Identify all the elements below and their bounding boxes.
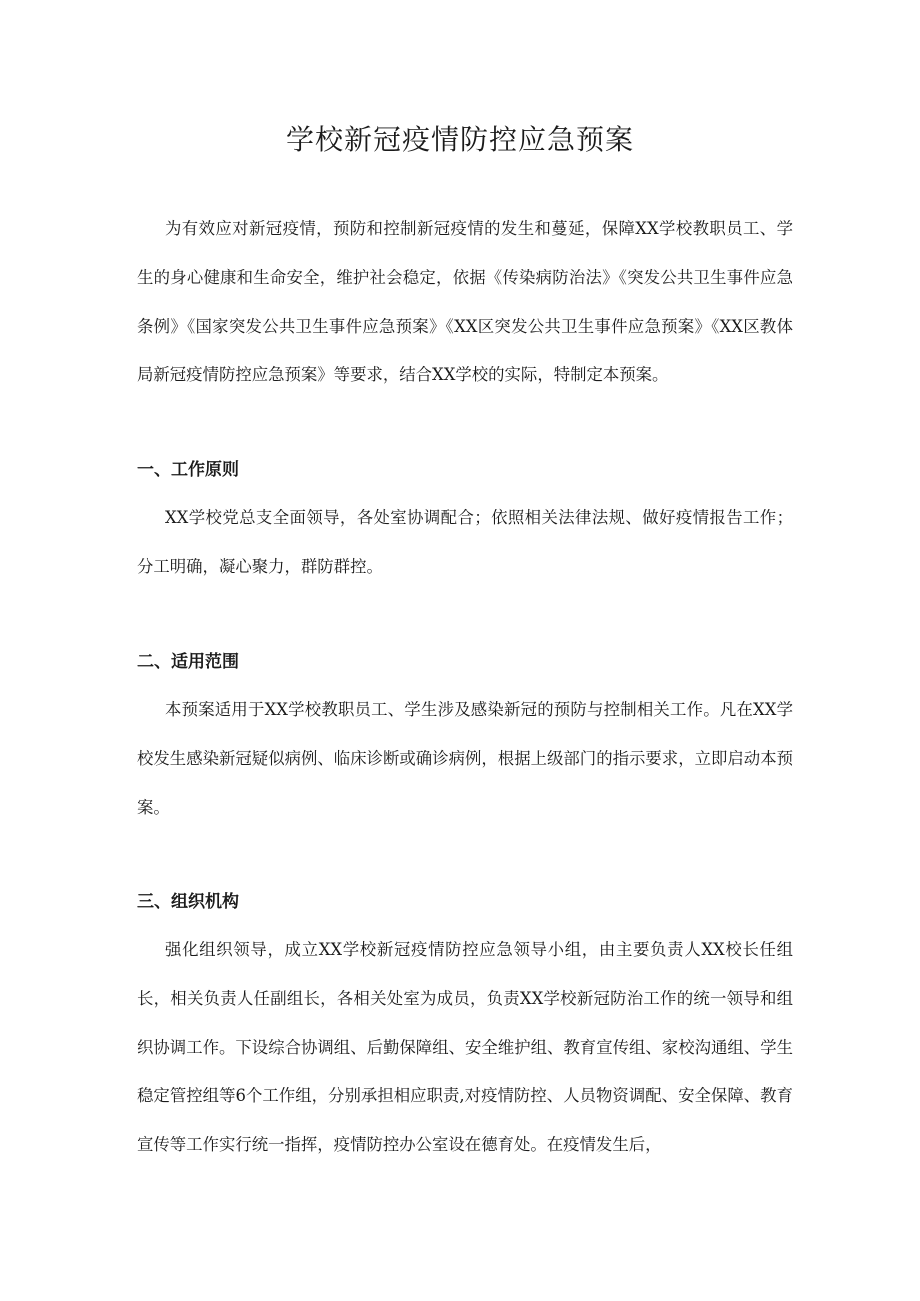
- section-body-organization: 强化组织领导，成立XX学校新冠疫情防控应急领导小组，由主要负责人XX校长任组长，相关负责人任副组长，各相关处室为成员，负责XX学校新冠防治工作的统一领导和组织协调工作。下设综合协调组、后勤保障组、安全维护组、教育宣传组、家校沟通组、学生稳定管控组等6个工作组，分别承担相应职责,对疫情防控、人员物资调配、安全保障、教育宣传等工作实行统一指挥，疫情防控办公室设在德育处。在疫情发生后，: [137, 940, 793, 1155]
- document-title: 学校新冠疫情防控应急预案: [285, 123, 634, 156]
- section-heading-work-principles: 一、工作原则: [137, 460, 239, 480]
- section-heading-scope: 二、适用范围: [137, 652, 239, 672]
- section-body-work-principles: XX学校党总支全面领导，各处室协调配合；依照相关法律法规、做好疫情报告工作；分工明确，凝心聚力，群防群控。: [137, 508, 793, 576]
- section-heading-organization: 三、组织机构: [137, 892, 239, 912]
- intro-paragraph: 为有效应对新冠疫情，预防和控制新冠疫情的发生和蔓延，保障XX学校教职员工、学生的身心健康和生命安全，维护社会稳定，依据《传染病防治法》《突发公共卫生事件应急条例》《国家突发公共卫生事件应急预案》《XX区突发公共卫生事件应急预案》《XX区教体局新冠疫情防控应急预案》等要求，结合XX学校的实际，特制定本预案。: [137, 219, 793, 385]
- section-body-scope: 本预案适用于XX学校教职员工、学生涉及感染新冠的预防与控制相关工作。凡在XX学校发生感染新冠疑似病例、临床诊断或确诊病例，根据上级部门的指示要求，立即启动本预案。: [137, 700, 793, 817]
